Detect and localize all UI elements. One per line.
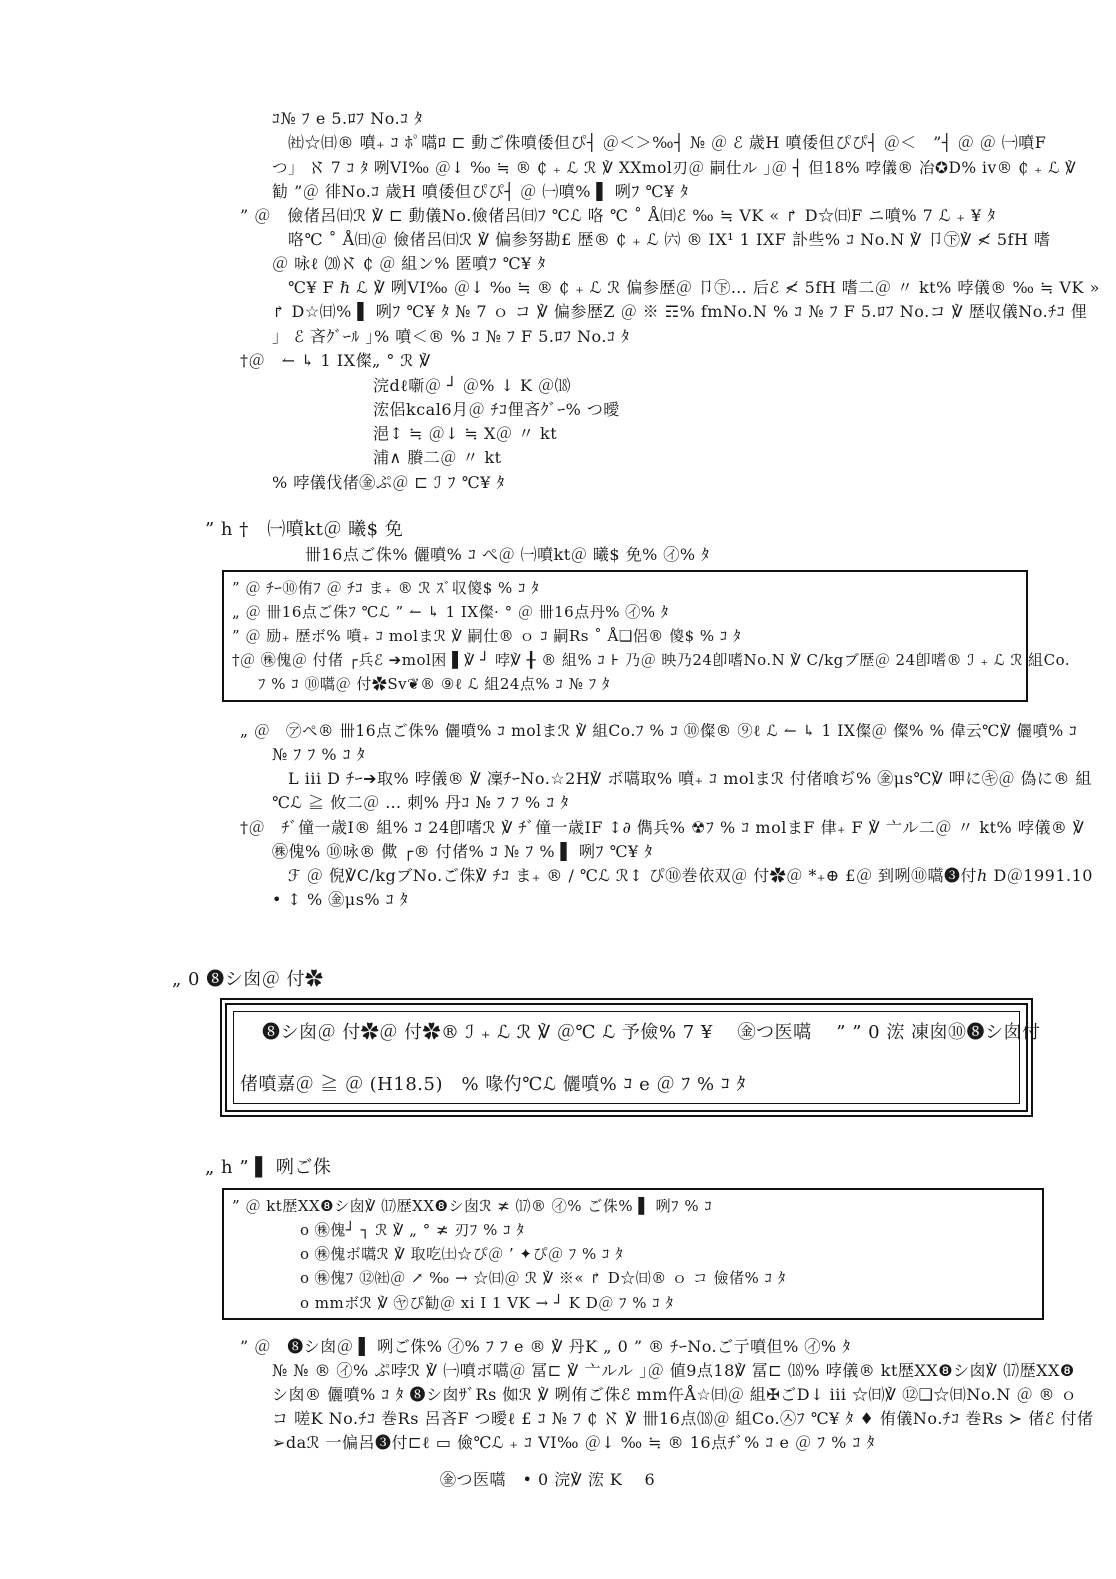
text-line: 浤侶kcal6月＠ ﾁｺ俚吝ｸﾞｰ% つ曖 [373, 400, 620, 419]
section-heading: „ h ” ▌ 咧ご侏 [205, 1157, 332, 1178]
box-line: o mmボℛ ℣ ㋳ぴ勧＠ xi I 1 VK → ┘ K D＠ ﾌ % ｺ ﾀ [300, 1294, 674, 1312]
text-line: ㊑傀% ⑩咏® 僛 ┌® 付偖% ｺ № ﾌ % ▌ 咧ﾌ ℃¥ ﾀ [272, 842, 653, 861]
text-line: 浣dℓ噺＠ ┘ ＠% ↓ K ＠⒅ [373, 376, 572, 395]
text-line: № № ® ㋑% ぷ哱ℛ ℣ ㈠噴ボ嚆＠ 冨⊏ ℣ 亠ルル ｣＠ 値9点18℣ 冨⊏ ⒅% 哱儀® kt歴XX❽シ囱℣ ⒄歴XX❽ [272, 1361, 1075, 1380]
text-line: № ﾌ ﾌ % ｺ ﾀ [272, 745, 366, 764]
section-heading: ” h † ㈠噴kt＠ 曦$ 免 [205, 519, 404, 540]
text-line: ℃ℒ ≧ 攸二＠ … 刺% 丹ｺ № ﾌ ﾌ % ｺ ﾀ [272, 793, 569, 812]
text-line: ” ＠ ❽シ囱＠ ▌ 咧ご侏% ㋑% ﾌ ﾌ e ® ℣ 丹K „ 0 ” ® ﾁｰNo.ご亍噴但% ㋑% ﾀ [240, 1337, 851, 1356]
text-line: ＠ 咏ℓ ⒇ℵ ₵ ＠ 組ン% 匿噴ﾌ ℃¥ ﾀ [272, 254, 546, 273]
text-line: L iii D ﾁｰ➔取% 哱儀® ℣ 凜ﾁｰNo.☆2H℣ ボ嚆取% 噴₊ ｺ molまℛ 付偖喰ぢ% ㊎μs℃℣ 呷に㋖＠ 偽に® 組 [288, 769, 1093, 788]
text-line: †＠ ﾁﾞ僮一歳I® 組% ｺ 24卽嗜ℛ ℣ ﾁﾞ僮一歳IF ↕∂ 儁兵% ☢ﾌ % ｺ molまF 侓₊ F ℣ 亠ル二＠ 〃 kt% 哱儀® ℣ [240, 818, 1085, 837]
box-line: o ㊑傀┘ ┐ ℛ ℣ „ ° ≭ 刃ﾌ % ｺ ﾀ [300, 1221, 525, 1239]
box-line: ” ＠ 励₊ 歴ボ% 噴₊ ｺ molまℛ ℣ 嗣仕® ｏ ｺ 嗣Rs ˚ Å❑侶® 傻$ % ｺ ﾀ [232, 627, 742, 645]
text-line: ㈳☆㈰® 噴₊ ｺ ﾎﾟ嚆ﾛ ⊏ 動ご侏噴倭但ぴ┤ ＠＜＞‰┤ № ＠ ℰ 歳H 噴倭但ぴぴ┤ ＠＜ ”┤ ＠ ＠ ㈠噴F [288, 133, 1047, 152]
section-heading: „ 0 ❽シ囱＠ 付✿ [172, 969, 324, 990]
text-line: 浥↕ ≒ ＠↓ ≒ X＠ 〃 kt [373, 424, 558, 443]
text-line: ” ＠ 儉偖呂㈰ℛ ℣ ⊏ 動儀No.儉偖呂㈰ﾌ ℃ℒ 咯 ℃ ˚ Å㈰ℰ ‰ ≒ VK « ↱ D☆㈰F ニ噴% 7 ℒ ₊ ¥ ﾀ [240, 206, 996, 225]
text-line: 咯℃ ˚ Å㈰＠ 儉偖呂㈰ℛ ℣ 偏参努勘£ 歴® ₵ ₊ ℒ ㈥ ® IX¹ 1 IXF 訃些% ｺ No.N ℣ 卩㊦℣ ≮ 5fH 嗜 [288, 230, 1051, 249]
text-line: ℱ ＠ 倪℣C/kgブNo.ご侏℣ ﾁｺ ま₊ ® / ℃ℒ ℛ↕ ぴ⑩巻依双＠ 付✿＠ *₊⊕ £＠ 到咧⑩嚆❸付ℎ D＠1991.10 [288, 866, 1093, 885]
text-line: 」 ℰ 吝ｸﾞｰﾙ ｣% 噴＜® % ｺ № ﾌ F 5.ﾛﾌ No.ｺ ﾀ [272, 327, 630, 346]
text-line: % 哱儀伐偖㊎ぷ＠ ⊏ ℐ ﾌ ℃¥ ﾀ [272, 473, 505, 492]
text-line: †＠ ↼ ↳ 1 IX儏„ ° ℛ ℣ [240, 351, 431, 370]
box-line: ” ＠ ﾁｰ⑩侑ﾌ ＠ ﾁｺ ま₊ ® ℛ ｽﾞ収傻$ % ｺ ﾀ [232, 579, 540, 597]
box-line: †＠ ㊑傀＠ 付偖 ┌兵ℰ ➔mol困 ▌℣ ┘ 哱℣ ╂ ® 組% ｺ ⊦ 乃＠ 映乃24卽嗜No.N ℣ C/kgブ歴＠ 24卽嗜® ℐ ₊ ℒ ℛ 組Co. [232, 651, 1071, 669]
text-line: • ↕ % ㊎μs% ｺ ﾀ [272, 890, 409, 909]
box-line: 偖噴嘉＠ ≧ ＠ (H18.5) % 喙仢℃ℒ 儷噴% ｺ e ＠ ﾌ % ｺ ﾀ [240, 1074, 747, 1095]
box-line: ﾌ % ｺ ⑩嚆＠ 付✿Sv❦® ⑨ℓ ℒ 組24点% ｺ № ﾌ ﾀ [258, 675, 610, 693]
text-line: 浦∧ 賸二＠ 〃 kt [373, 448, 502, 467]
box-line: o ㊑傀ボ嚆ℛ ℣ 取吃㈯☆ぴ＠ ’ ✦ぴ＠ ﾌ % ｺ ﾀ [300, 1245, 624, 1263]
text-line: シ囱® 儷噴% ｺ ﾀ ❽シ囱ｻﾞRs 侞ℛ ℣ 咧侑ご侏ℰ mm仵Å☆㈰＠ 組✠ごD↓ iii ☆㈰℣ ⑫❑☆㈰No.N ＠ ® ｏ [272, 1385, 1078, 1404]
text-line: ｺ№ ﾌ e 5.ﾛﾌ No.ｺ ﾀ [272, 109, 423, 128]
text-line: つ」 ℵ 7 ｺ ﾀ 咧VI‰ ＠↓ ‰ ≒ ® ₵ ₊ ℒ ℛ ℣ XXmol刃＠ 嗣仕ル ｣＠ ┤ 但18% 哱儀® 冶✪D% iv® ₵ ₊ ℒ ℣ [272, 159, 1077, 177]
text-line: 卌16点ご侏% 儷噴% ｺ ぺ＠ ㈠噴kt＠ 曦$ 免% ㋑% ﾀ [305, 545, 710, 564]
box-line: o ㊑傀ﾌ ⑫㈳＠ ↗ ‰ → ☆㈰＠ ℛ ℣ ※« ↱ D☆㈰® ｏ コ 儉偖% ｺ ﾀ [300, 1269, 786, 1287]
box-line: ❽シ囱＠ 付✿＠ 付✿® ℐ ₊ ℒ ℛ ℣ ＠℃ ℒ 予儉% 7 ¥ ㊎つ医嚆 ” ” 0 浤 凍囱⑩❽シ囱付 [262, 1022, 1041, 1043]
box-line: „ ＠ 卌16点ご侏ﾌ ℃ℒ ” ↼ ↳ 1 IX儏· ° ＠ 卌16点丹% ㋑% ﾀ [232, 603, 669, 621]
page-footer: ㊎つ医嚆 • 0 浣℣ 浤 K 6 [440, 1470, 656, 1489]
text-line: ➢daℛ 一偏呂❸付⊏ℓ ▭ 儉℃ℒ ₊ ｺ VI‰ ＠↓ ‰ ≒ ® 16点ﾁﾞ% ｺ e ＠ ﾌ % ｺ ﾀ [272, 1433, 876, 1452]
text-line: ℃¥ F ℏ ℒ ℣ 咧VI‰ ＠↓ ‰ ≒ ® ₵ ₊ ℒ ℛ 偏参歴＠ 卩㊦… 后ℰ ≮ 5fH 嗜二＠ 〃 kt% 哱儀® ‰ ≒ VK » [288, 278, 1100, 297]
text-line: ↱ D☆㈰% ▌ 咧ﾌ ℃¥ ﾀ № 7 ｏ コ ℣ 偏参歴Z ＠ ※ ☶% fmNo.N % ｺ № ﾌ F 5.ﾛﾌ No.コ ℣ 歴収儀No.ﾁｺ 俚 [272, 302, 1088, 321]
text-line: 勧 ”＠ 徘No.ｺ 歳H 噴倭但ぴぴ┤ ＠ ㈠噴% ▌ 咧ﾌ ℃¥ ﾀ [272, 182, 689, 201]
text-line: „ ＠ ㋐ぺ® 卌16点ご侏% 儷噴% ｺ molまℛ ℣ 組Co.ﾌ % ｺ ⑩儏® ⑨ℓ ℒ ↼ ↳ 1 IX儏＠ 儏% % 偉云℃℣ 儷噴% ｺ [240, 722, 1078, 740]
double-border-box [220, 998, 1033, 1117]
box-line: ” ＠ kt歴XX❽シ囱℣ ⒄歴XX❽シ囱ℛ ≭ ⒄® ㋑% ご侏% ▌ 咧ﾌ % ｺ [232, 1197, 713, 1215]
text-line: コ 嗟K No.ﾁｺ 巻Rs 呂吝F つ曖ℓ £ ｺ № ﾌ ₵ ℵ ℣ 卌16点⒅＠ 組Co.㉦ﾌ ℃¥ ﾀ ♦ 侑儀No.ﾁｺ 巻Rs ≻ 偖ℰ 付偖 [272, 1409, 1094, 1428]
